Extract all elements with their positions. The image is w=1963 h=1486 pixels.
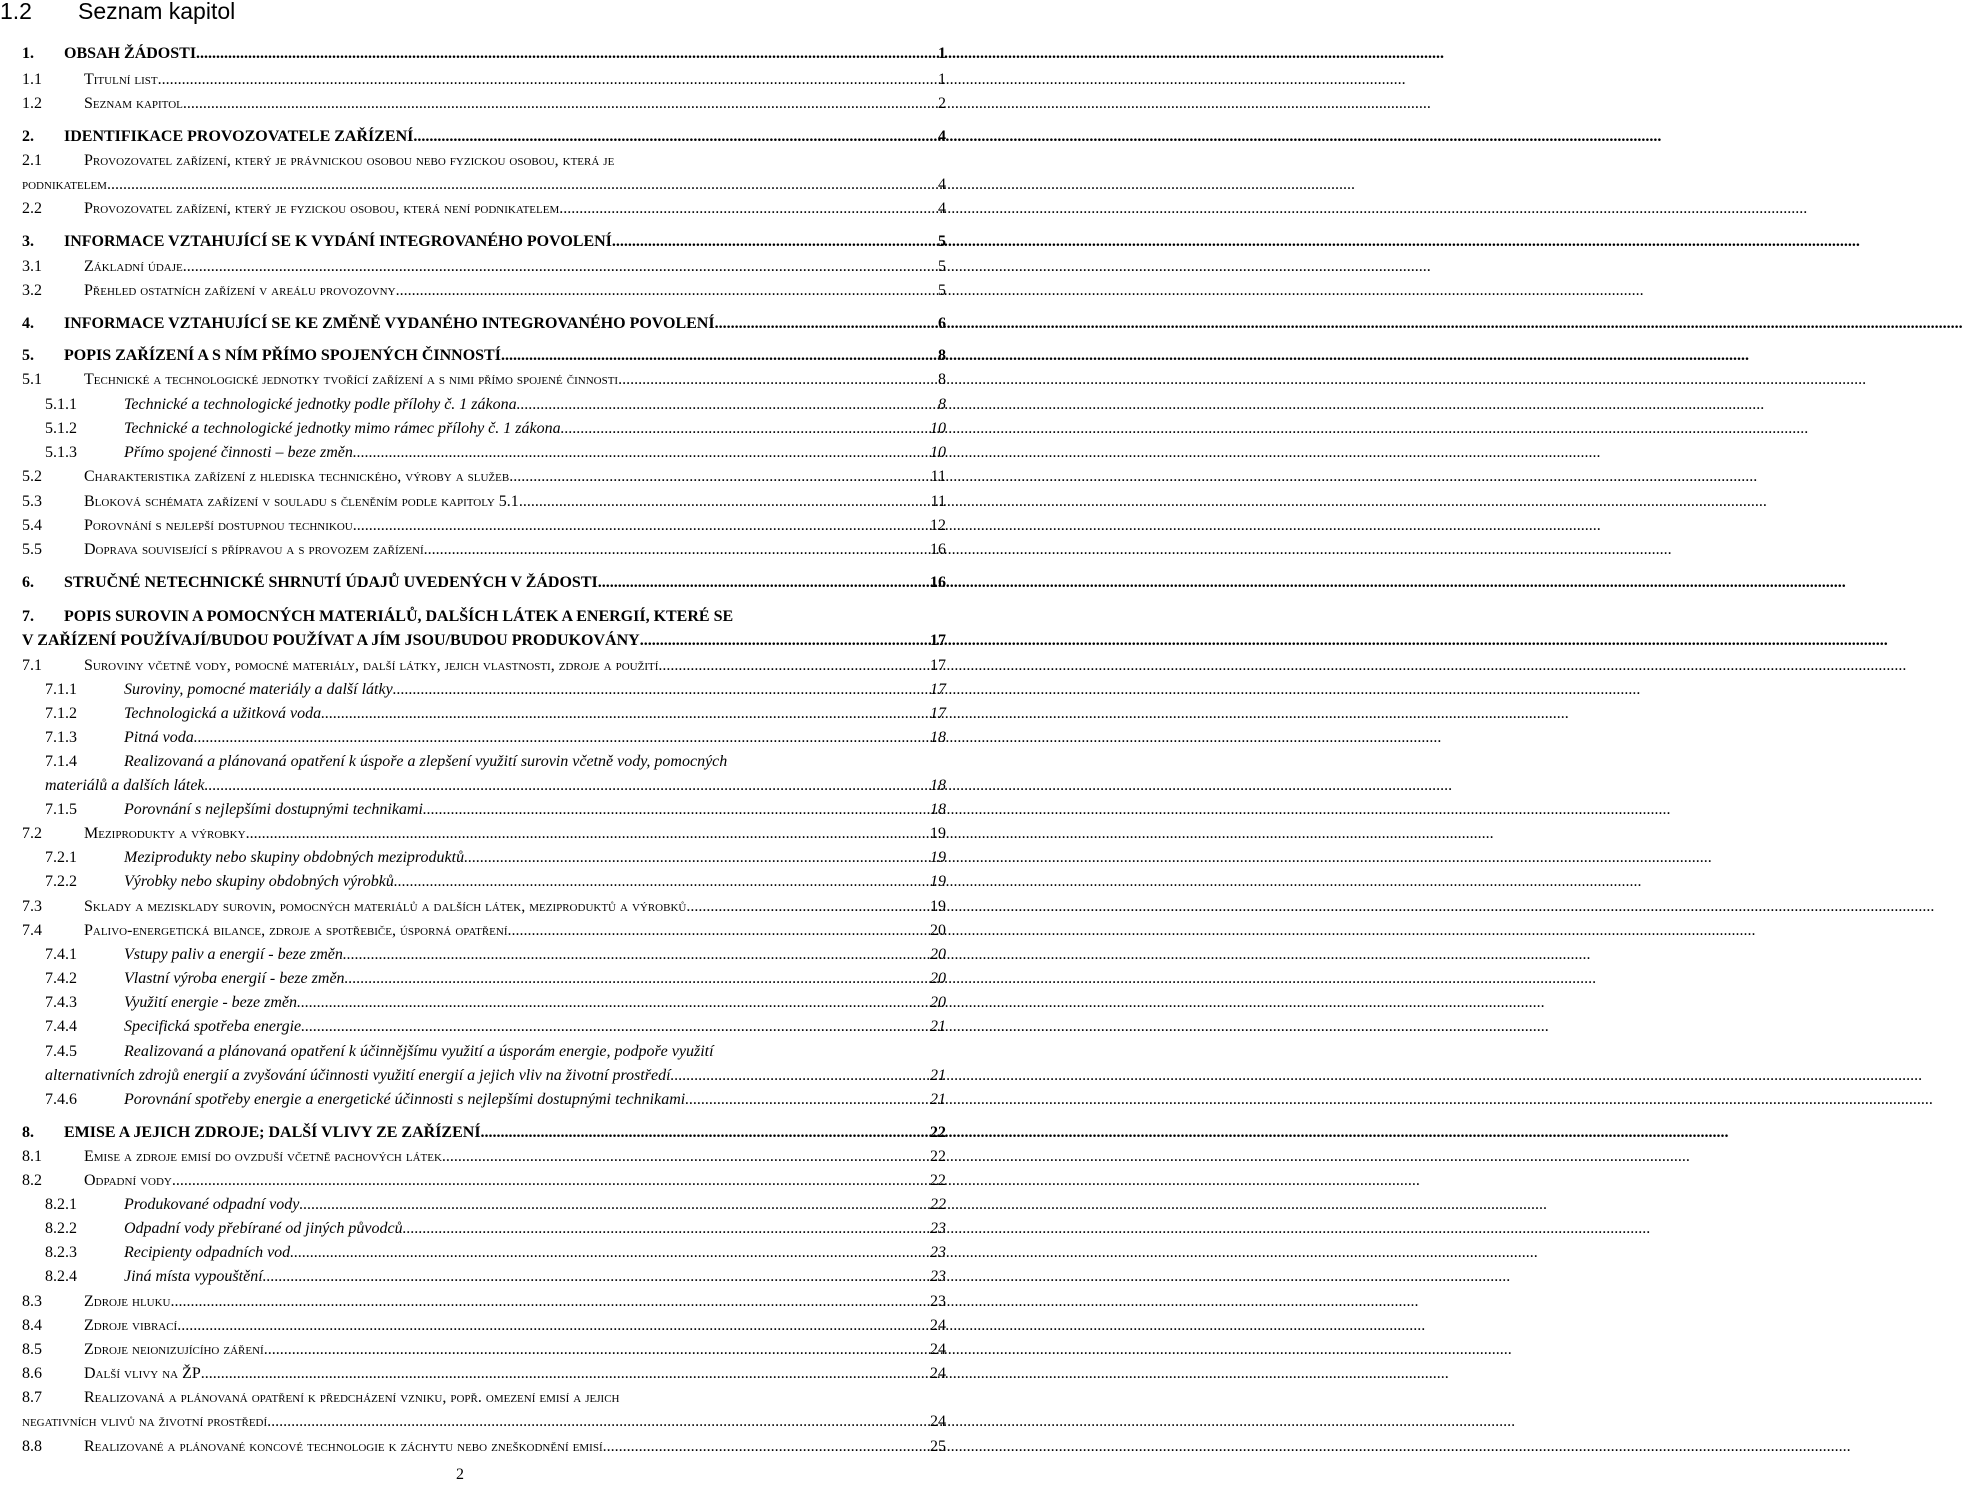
toc-entry[interactable] [45, 1043, 946, 1061]
toc-entry-page: 22 [930, 1148, 946, 1165]
toc-entry-number: 6. [22, 574, 34, 591]
toc-entry-title: Základní údaje [84, 258, 183, 275]
toc-entry-title: V ZAŘÍZENÍ POUŽÍVAJÍ/BUDOU POUŽÍVAT A JÍM JSOU/BUDOU PRODUKOVÁNY [22, 632, 640, 649]
toc-entry-page: 2 [938, 95, 946, 112]
toc-entry-leader [196, 45, 938, 63]
toc-entry-leader [618, 371, 938, 389]
toc-entry[interactable] [22, 1124, 946, 1142]
toc-entry-title: Recipienty odpadních vod [124, 1244, 291, 1261]
toc-entry-page: 23 [930, 1244, 946, 1261]
toc-entry-leader [171, 1293, 931, 1311]
toc-entry[interactable] [22, 541, 946, 559]
toc-entry[interactable] [45, 444, 946, 462]
toc-entry-number: 7.1.2 [45, 705, 77, 722]
toc-entry-number: 3. [22, 233, 34, 250]
toc-entry-title: Doprava související s přípravou a s provozem zařízení [84, 541, 424, 558]
toc-entry[interactable] [45, 994, 946, 1012]
toc-entry-number: 7.1.4 [45, 753, 77, 770]
toc-entry-leader [481, 1124, 930, 1142]
toc-entry[interactable] [22, 632, 946, 650]
toc-entry-number: 7.1 [22, 657, 42, 674]
toc-entry-number: 8.2.2 [45, 1220, 77, 1237]
toc-entry-number: 1.1 [22, 71, 42, 88]
toc-entry[interactable] [45, 777, 946, 795]
toc-entry-leader [299, 1196, 930, 1214]
toc-entry-leader [396, 282, 938, 300]
toc-entry-leader [686, 898, 930, 916]
toc-entry-leader [423, 801, 930, 819]
toc-entry-page: 20 [930, 922, 946, 939]
toc-entry-page: 16 [930, 574, 946, 591]
toc-entry-title: Odpadní vody přebírané od jiných původců [124, 1220, 403, 1237]
toc-entry-page: 20 [930, 946, 946, 963]
toc-entry-leader [509, 468, 930, 486]
toc-entry[interactable] [45, 1244, 946, 1262]
toc-entry-page: 12 [930, 517, 946, 534]
toc-entry-number: 8.1 [22, 1148, 42, 1165]
toc-entry-leader [559, 200, 938, 218]
toc-entry-leader [267, 1413, 930, 1431]
toc-entry-leader [201, 1365, 930, 1383]
toc-entry[interactable] [22, 468, 946, 486]
toc-entry-leader [301, 1018, 930, 1036]
toc-entry-number: 1.2 [22, 95, 42, 112]
toc-entry[interactable] [22, 176, 946, 194]
toc-entry-number: 5.1.1 [45, 396, 77, 413]
toc-entry-leader [519, 493, 931, 511]
toc-entry-number: 8.7 [22, 1389, 42, 1406]
toc-entry-page: 17 [930, 705, 946, 722]
toc-entry-leader [675, 1067, 930, 1085]
toc-entry[interactable] [22, 1293, 946, 1311]
toc-entry-page: 23 [930, 1268, 946, 1285]
toc-entry-title: Sklady a mezisklady surovin, pomocných materiálů a dalších látek, meziproduktů a výrobků [84, 898, 687, 915]
toc-entry-number: 7.2 [22, 825, 42, 842]
toc-entry-leader [177, 1317, 930, 1335]
toc-entry-page: 24 [930, 1365, 946, 1382]
toc-entry[interactable] [22, 517, 946, 535]
toc-entry-title: Jiná místa vypouštění [124, 1268, 263, 1285]
toc-entry-title: Palivo-energetická bilance, zdroje a spotřebiče, úsporná opatření [84, 922, 508, 939]
toc-entry-title: EMISE A JEJICH ZDROJE; DALŠÍ VLIVY ZE ZAŘÍZENÍ [64, 1124, 481, 1141]
toc-entry-leader [715, 315, 938, 333]
toc-entry-page: 23 [930, 1293, 946, 1310]
toc-entry-title: Bloková schémata zařízení v souladu s členěním podle kapitoly 5.1 [84, 493, 519, 510]
toc-entry-number: 4. [22, 315, 34, 332]
toc-entry-leader [685, 1091, 930, 1109]
toc-entry[interactable] [45, 420, 946, 438]
toc-entry-number: 7.1.3 [45, 729, 77, 746]
toc-entry-leader [517, 396, 938, 414]
toc-entry-title: Technické a technologické jednotky podle přílohy č. 1 zákona [124, 396, 517, 413]
toc-entry-page: 21 [930, 1091, 946, 1108]
toc-entry[interactable] [45, 849, 946, 867]
toc-entry-title: Technické a technologické jednotky tvořící zařízení a s nimi přímo spojené činnosti [84, 371, 619, 388]
toc-entry-number: 3.2 [22, 282, 42, 299]
toc-entry-page: 24 [930, 1317, 946, 1334]
toc-entry[interactable] [22, 1365, 946, 1383]
toc-entry-title: Realizovaná a plánovaná opatření k úspoře a zlepšení využití surovin včetně vody, pomocných [124, 753, 728, 770]
toc-entry-title: INFORMACE VZTAHUJÍCÍ SE K VYDÁNÍ INTEGROVANÉHO POVOLENÍ [64, 233, 612, 250]
toc-entry[interactable] [22, 608, 946, 626]
toc-entry-number: 7.1.5 [45, 801, 77, 818]
toc-entry-title: Odpadní vody [84, 1172, 172, 1189]
toc-entry[interactable] [45, 705, 946, 723]
toc-entry-title: Zdroje hluku [84, 1293, 171, 1310]
toc-entry-page: 19 [930, 825, 946, 842]
toc-entry-page: 17 [930, 632, 946, 649]
toc-entry[interactable] [22, 657, 946, 675]
toc-entry-number: 5.2 [22, 468, 42, 485]
toc-entry-title: Produkované odpadní vody [124, 1196, 300, 1213]
toc-entry-title: alternativních zdrojů energií a zvyšování účinnosti využití energií a jejich vliv na životní prostředí. [45, 1067, 675, 1084]
toc-entry-title: Suroviny, pomocné materiály a další látky [124, 681, 393, 698]
toc-entry-page: 10 [930, 444, 946, 461]
toc-entry-title: Zdroje neionizujícího záření [84, 1341, 264, 1358]
toc-entry-leader [194, 729, 930, 747]
toc-entry[interactable] [22, 282, 946, 300]
toc-entry-page: 4 [938, 176, 946, 193]
toc-entry-title: Seznam kapitol [84, 95, 183, 112]
toc-entry[interactable] [45, 729, 946, 747]
toc-entry-leader [343, 946, 930, 964]
toc-entry-title: OBSAH ŽÁDOSTI [64, 45, 197, 62]
toc-entry[interactable] [45, 1220, 946, 1238]
toc-entry-page: 20 [930, 994, 946, 1011]
toc-entry-leader [349, 970, 930, 988]
toc-entry[interactable] [45, 1067, 946, 1085]
toc-entry-title: Emise a zdroje emisí do ovzduší včetně pachových látek [84, 1148, 442, 1165]
toc-entry-leader [603, 1438, 930, 1456]
toc-entry-title: Suroviny včetně vody, pomocné materiály, další látky, jejich vlastnosti, zdroje a použití [84, 657, 659, 674]
toc-entry-number: 8.6 [22, 1365, 42, 1382]
toc-entry-leader [290, 1244, 930, 1262]
toc-entry-page: 18 [930, 729, 946, 746]
toc-entry[interactable] [22, 493, 946, 511]
toc-entry-title: Technické a technologické jednotky mimo rámec přílohy č. 1 zákona [124, 420, 561, 437]
toc-entry-page: 19 [930, 849, 946, 866]
toc-entry-number: 2. [22, 128, 34, 145]
toc-entry-title: Přehled ostatních zařízení v areálu provozovny [84, 282, 396, 299]
toc-entry-number: 7.4.4 [45, 1018, 77, 1035]
toc-entry-page: 10 [930, 420, 946, 437]
toc-entry[interactable] [22, 200, 946, 218]
document-page [0, 0, 960, 1486]
toc-entry-title: Provozovatel zařízení, který je právnickou osobou nebo fyzickou osobou, která je [84, 152, 615, 169]
toc-entry-number: 7.4.3 [45, 994, 77, 1011]
toc-entry-page: 5 [938, 282, 946, 299]
toc-entry-title: Výrobky nebo skupiny obdobných výrobků [124, 873, 394, 890]
toc-entry-number: 8.2.1 [45, 1196, 77, 1213]
toc-entry-leader [158, 71, 938, 89]
toc-entry-page: 24 [930, 1341, 946, 1358]
toc-entry-number: 7.4 [22, 922, 42, 939]
toc-entry-leader [107, 176, 938, 194]
toc-entry-leader [353, 517, 930, 535]
toc-entry-leader [205, 777, 930, 795]
toc-entry-number: 5.5 [22, 541, 42, 558]
toc-entry-page: 24 [930, 1413, 946, 1430]
toc-entry-title: POPIS ZAŘÍZENÍ A S NÍM PŘÍMO SPOJENÝCH ČINNOSTÍ [64, 347, 501, 364]
toc-entry[interactable] [45, 753, 946, 771]
toc-entry[interactable] [45, 1196, 946, 1214]
toc-entry-title: Zdroje vibrací [84, 1317, 178, 1334]
toc-entry[interactable] [22, 128, 946, 146]
section-heading [0, 0, 235, 25]
toc-entry-number: 5.3 [22, 493, 42, 510]
toc-entry[interactable] [45, 873, 946, 891]
toc-entry[interactable] [22, 233, 946, 251]
toc-entry-leader [413, 128, 938, 146]
toc-entry-title: Titulní list [84, 71, 158, 88]
toc-entry[interactable] [22, 71, 946, 89]
toc-entry-number: 7.4.2 [45, 970, 77, 987]
toc-entry-leader [403, 1220, 930, 1238]
toc-entry-page: 4 [938, 128, 946, 145]
toc-entry[interactable] [22, 1389, 946, 1407]
page-number: 2 [456, 1466, 464, 1483]
toc-entry-title: Přímo spojené činnosti – beze změn [124, 444, 353, 461]
toc-entry-title: materiálů a dalších látek [45, 777, 205, 794]
toc-entry-title: Realizovaná a plánovaná opatření k předcházení vzniku, popř. omezení emisí a jejich [84, 1389, 620, 1406]
toc-entry[interactable] [45, 970, 946, 988]
toc-entry-number: 7.2.2 [45, 873, 77, 890]
toc-entry-page: 23 [930, 1220, 946, 1237]
toc-entry-page: 5 [938, 258, 946, 275]
toc-entry-page: 19 [930, 873, 946, 890]
toc-entry[interactable] [45, 1091, 946, 1109]
toc-entry-leader [263, 1268, 930, 1286]
toc-entry-title: IDENTIFIKACE PROVOZOVATELE ZAŘÍZENÍ [64, 128, 414, 145]
toc-entry-title: negativních vlivů na životní prostředí [22, 1413, 268, 1430]
toc-entry-title: Další vlivy na ŽP [84, 1365, 201, 1382]
toc-entry[interactable] [22, 371, 946, 389]
toc-entry-leader [442, 1148, 930, 1166]
toc-entry-page: 19 [930, 898, 946, 915]
toc-entry-leader [508, 922, 931, 940]
toc-entry-number: 7.4.1 [45, 946, 77, 963]
toc-entry-page: 25 [930, 1438, 946, 1455]
toc-entry-page: 22 [930, 1124, 946, 1141]
toc-entry[interactable] [22, 574, 946, 592]
toc-entry[interactable] [22, 922, 946, 940]
toc-entry[interactable] [22, 152, 946, 170]
toc-entry-leader [172, 1172, 930, 1190]
toc-entry-title: Pitná voda [124, 729, 194, 746]
toc-entry-page: 4 [938, 200, 946, 217]
toc-entry[interactable] [22, 1172, 946, 1190]
toc-entry-leader [501, 347, 938, 365]
toc-entry-leader [640, 632, 930, 650]
toc-entry-page: 20 [930, 970, 946, 987]
toc-entry-number: 7.3 [22, 898, 42, 915]
toc-entry[interactable] [45, 396, 946, 414]
toc-entry[interactable] [22, 45, 946, 63]
toc-entry-page: 17 [930, 681, 946, 698]
toc-entry[interactable] [45, 1268, 946, 1286]
toc-entry-number: 8.4 [22, 1317, 42, 1334]
toc-entry-number: 1. [22, 45, 34, 62]
toc-entry[interactable] [22, 1341, 946, 1359]
toc-entry-title: Využití energie - beze změn [124, 994, 297, 1011]
toc-entry-leader [321, 705, 930, 723]
toc-entry-page: 21 [930, 1018, 946, 1035]
toc-entry-number: 5.1.2 [45, 420, 77, 437]
toc-entry-title: POPIS SUROVIN A POMOCNÝCH MATERIÁLŮ, DALŠÍCH LÁTEK A ENERGIÍ, KTERÉ SE [64, 608, 734, 625]
toc-entry-title: Realizovaná a plánovaná opatření k účinnějšímu využití a úsporám energie, podpoře využití [124, 1043, 714, 1060]
toc-entry-title: Provozovatel zařízení, který je fyzickou osobou, která není podnikatelem [84, 200, 560, 217]
toc-entry-number: 5. [22, 347, 34, 364]
toc-entry-number: 8.2 [22, 1172, 42, 1189]
toc-entry-page: 17 [930, 657, 946, 674]
toc-entry-page: 18 [930, 777, 946, 794]
toc-entry[interactable] [22, 1148, 946, 1166]
toc-entry-title: Vstupy paliv a energií - beze změn [124, 946, 343, 963]
toc-entry-page: 6 [938, 315, 946, 332]
section-heading-title: Seznam kapitol [78, 0, 236, 24]
toc-entry-title: Meziprodukty nebo skupiny obdobných meziproduktů [124, 849, 465, 866]
toc-entry-page: 22 [930, 1172, 946, 1189]
toc-entry[interactable] [45, 1018, 946, 1036]
toc-entry-number: 2.2 [22, 200, 42, 217]
toc-entry-title: STRUČNÉ NETECHNICKÉ SHRNUTÍ ÚDAJŮ UVEDENÝCH V ŽÁDOSTI [64, 574, 598, 591]
toc-entry-number: 7.1.1 [45, 681, 77, 698]
toc-entry-number: 8.2.3 [45, 1244, 77, 1261]
toc-entry-page: 8 [938, 371, 946, 388]
toc-entry[interactable] [22, 1438, 946, 1456]
toc-entry-number: 3.1 [22, 258, 42, 275]
toc-entry-leader [464, 849, 930, 867]
toc-entry[interactable] [22, 898, 946, 916]
toc-entry-leader [612, 233, 938, 251]
toc-entry-number: 8. [22, 1124, 34, 1141]
toc-entry[interactable] [45, 946, 946, 964]
toc-entry-leader [183, 258, 938, 276]
toc-entry[interactable] [22, 1413, 946, 1431]
toc-entry-title: Porovnání s nejlepší dostupnou technikou [84, 517, 353, 534]
toc-entry-number: 2.1 [22, 152, 42, 169]
toc-entry-number: 8.2.4 [45, 1268, 77, 1285]
toc-entry[interactable] [45, 801, 946, 819]
toc-entry-leader [394, 873, 930, 891]
toc-entry-number: 8.8 [22, 1438, 42, 1455]
toc-entry-title: Meziprodukty a výrobky [84, 825, 246, 842]
toc-entry-title: Technologická a užitková voda [124, 705, 322, 722]
toc-entry[interactable] [45, 681, 946, 699]
toc-entry-page: 1 [938, 71, 946, 88]
toc-entry-number: 7.4.5 [45, 1043, 77, 1060]
toc-entry-page: 18 [930, 801, 946, 818]
toc-entry-number: 8.5 [22, 1341, 42, 1358]
toc-entry-number: 8.3 [22, 1293, 42, 1310]
toc-entry-title: Charakteristika zařízení z hlediska technického, výroby a služeb [84, 468, 510, 485]
toc-entry-number: 5.4 [22, 517, 42, 534]
toc-entry-page: 11 [930, 493, 946, 510]
toc-entry-page: 21 [930, 1067, 946, 1084]
toc-entry[interactable] [22, 95, 946, 113]
toc-entry-number: 5.1.3 [45, 444, 77, 461]
toc-entry-title: podnikatelem [22, 176, 107, 193]
toc-entry-leader [353, 444, 930, 462]
toc-entry-leader [183, 95, 938, 113]
toc-entry-title: Porovnání s nejlepšími dostupnými technikami [124, 801, 423, 818]
toc-entry[interactable] [22, 258, 946, 276]
toc-entry-number: 5.1 [22, 371, 42, 388]
toc-entry-leader [246, 825, 930, 843]
toc-entry-leader [598, 574, 930, 592]
toc-entry[interactable] [22, 347, 946, 365]
toc-entry-page: 16 [930, 541, 946, 558]
toc-entry-leader [393, 681, 930, 699]
toc-entry-title: Vlastní výroba energií - beze změn. [124, 970, 349, 987]
toc-entry-page: 1 [938, 45, 946, 62]
toc-entry-title: INFORMACE VZTAHUJÍCÍ SE KE ZMĚNĚ VYDANÉHO INTEGROVANÉHO POVOLENÍ [64, 315, 715, 332]
toc-entry-title: Specifická spotřeba energie [124, 1018, 302, 1035]
toc-entry-page: 5 [938, 233, 946, 250]
toc-entry-page: 8 [938, 347, 946, 364]
toc-entry-number: 7.2.1 [45, 849, 77, 866]
toc-entry-leader [297, 994, 930, 1012]
toc-entry[interactable] [22, 1317, 946, 1335]
section-heading-number: 1.2 [0, 0, 32, 24]
toc-entry-leader [424, 541, 930, 559]
toc-entry-page: 8 [938, 396, 946, 413]
toc-entry-title: Realizované a plánované koncové technologie k záchytu nebo zneškodnění emisí [84, 1438, 603, 1455]
toc-entry-page: 11 [930, 468, 946, 485]
toc-entry-leader [561, 420, 930, 438]
toc-entry-number: 7.4.6 [45, 1091, 77, 1108]
toc-entry-leader [264, 1341, 930, 1359]
toc-entry[interactable] [22, 315, 946, 333]
toc-entry-page: 22 [930, 1196, 946, 1213]
toc-entry-leader [658, 657, 930, 675]
toc-entry-title: Porovnání spotřeby energie a energetické účinnosti s nejlepšími dostupnými technikami [124, 1091, 686, 1108]
toc-entry-number: 7. [22, 608, 34, 625]
toc-entry[interactable] [22, 825, 946, 843]
